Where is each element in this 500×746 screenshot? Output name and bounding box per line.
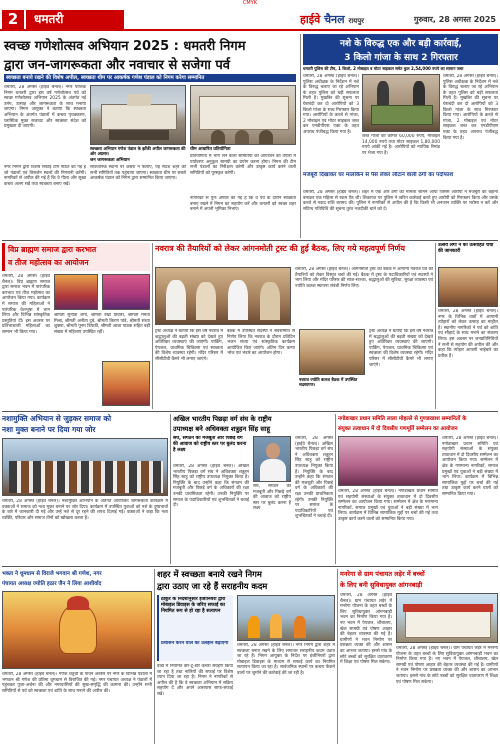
ganja-headline-2: 3 किलो गांजा के साथ 2 गिरफ्तार xyxy=(344,53,458,63)
navratri-body-1: धमतरी, 28 अगस्त (हाईवे चैनल)। आंगनमोती ट्रस्ट की बैठक में आगामी नवरात्र पर्व की तैयारियों को लेकर विस्तृत चर्चा की गई। बैठक में ट्रस्ट के पदाधिकारियों एवं सदस्यों ने भाग लिया और मंदिर परिसर की साज-सज्जा, श्रद्धालुओं की सुविधा, सुरक्षा व्यवस्था एवं ज्योति कलश स्थापना संबंधी निर्णय लिए। xyxy=(295,267,433,289)
column-divider xyxy=(154,569,155,744)
ganja-headline-1: नशे के विरुद्ध एक और बड़ी कार्रवाई, xyxy=(340,39,462,49)
ganja-subhead: धमतरी पुलिस की टीम, 1 किलो, 2 मोबाइल व मोटर साइकल समेत कुल 2,54,000 रुपये का सामान जब्त xyxy=(303,66,464,71)
navratri-photo-1 xyxy=(155,267,291,325)
row-divider xyxy=(2,240,498,241)
side-body: धमतरी, 28 अगस्त (हाईवे चैनल)। नगर के विभिन्न वार्डों में आगामी त्योहारों को लेकर उत्साह का माहौल है। स्थानीय नागरिकों ने पर्व को शांति एवं सौहार्द के साथ मनाने का संकल्प लिया। इस अवसर पर जनप्रतिनिधियों ने सभी से सहयोग की अपील की और कहा कि त्योहार आपसी भाईचारे का प्रतीक हैं। xyxy=(438,309,498,359)
mgnrega-headline-2: के लिए बनी सुविधायुक्त आंगनबाड़ी xyxy=(340,581,423,589)
column-divider xyxy=(335,414,336,564)
brahmin-photo-3 xyxy=(102,361,150,406)
brahmin-names: श्रीमती सुनीता शर्मा, श्रीमती रेखा तिवारी, श्रीमती ममता मिश्रा, श्रीमती अनीता दुबे, श्रीमती किरण पांडे, श्रीमती संध्या शुक्ला, श्रीमती पूनम त्रिपाठी, श्रीमती आशा पाठक सहित बड़ी संख्या में महिलाएं उपस्थित रहीं। xyxy=(54,313,150,335)
column-divider xyxy=(300,34,301,238)
mgnrega-body-1: धमतरी, 28 अगस्त (हाईवे चैनल)। ग्राम पंचायत लड़ेर में मनरेगा योजना के तहत बच्चों के लिए सुविधायुक्त आंगनबाड़ी भवन का निर्माण किया गया है। नए भवन में पेयजल, शौचालय, खेल सामग्री एवं पोषण आहार की बेहतर व्यवस्था की गई है। ग्रामीणों ने भवन निर्माण पर प्रसन्नता व्यक्त की और शासन का आभार जताया। इससे गांव के छोटे बच्चों को सुरक्षित वातावरण में शिक्षा एवं पोषण मिल सकेगा। xyxy=(340,593,392,666)
navratri-photo-caption: नवरात्र ज्योति कलश बैठक में उपस्थित सदस्यगण। xyxy=(299,377,358,387)
ganja-body: धमतरी, 28 अगस्त (हाईवे चैनल)। पुलिस अधीक्षक के निर्देशन में नशे के विरुद्ध चलाए जा रहे अभियान के तहत पुलिस को बड़ी सफलता मिली है। मुखबिर की सूचना पर घेराबंदी कर दो आरोपियों को 3 किलो गांजा के साथ गिरफ्तार किया गया। आरोपियों के कब्जे से गांजा, 2 मोबाइल एवं मोटर साइकल जब्त कर एनडीपीएस एक्ट के तहत अपराध पंजीबद्ध किया गया है। xyxy=(303,74,359,135)
column-divider xyxy=(170,414,171,564)
page-number: 2 xyxy=(2,10,24,29)
brand-logo xyxy=(300,12,364,27)
side-photo xyxy=(438,267,498,307)
lead-subhead: स्वच्छता बनाये रखने की विशेष अपील, स्वच्छता थीम पर आकर्षक गणेश पंडाल को निगम करेगा सम्मानित xyxy=(4,74,296,82)
row-divider xyxy=(2,411,498,412)
obc-headline-2: उपाध्यक्ष बने अधिवक्ता शत्रुहन सिंह साहू xyxy=(173,425,271,433)
lead-body-2: नगर निगम द्वारा विशेष सफाई टीमें गठित की गई हैं जो पंडालों एवं विसर्जन स्थलों की निगरानी करेंगी। नागरिकों से अपील की गई है कि वे गीला और सूखा कचरा अलग रखें तथा स्वच्छता बनाए रखें। xyxy=(4,165,86,187)
lead-body-1: धमतरी, 28 अगस्त (हाईवे चैनल)। नगर पालिक निगम धमतरी द्वारा इस वर्ष गणेशोत्सव पर्व को स्वच्छ गणेशोत्सव अभियान 2025 के अंतर्गत नई उमंग, उत्साह और जागरूकता के साथ मनाया जाएगा। निगम आयुक्त ने बताया कि स्वच्छता अभियान के अंतर्गत पंडालों में कचरा पृथक्करण, प्लास्टिक मुक्त सजावट और स्वच्छता संदेश को प्रमुखता दी जाएगी। xyxy=(4,85,86,130)
nasha-photo xyxy=(2,438,168,496)
lead-subhead-2 xyxy=(190,147,296,154)
column-divider xyxy=(435,243,436,409)
ganesh-headline-1: भक्ता ने धूमधाम से विराजे भगवान श्री गणेश, नगर xyxy=(2,571,102,577)
ganja-body-2: जब्त गांजा की कीमत 60,000 रुपये, मोबाइल 14,000 रुपये तथा मोटर साइकल 1,80,000 रुपये आंकी गई है। आरोपियों को न्यायिक रिमांड पर भेजा गया है। xyxy=(362,134,440,156)
swachh-headline-2: द्वारा उठाए जा रहे हैं सराहनीय कदम xyxy=(157,581,268,591)
mahila-headline-1: नगोडाखार प्रधान समिति लाला मोहल्ले से गुणडरडाश सम्मानितों के xyxy=(338,416,467,422)
nasha-headline-1: नशामुक्ति अभियान से जुड़कर समाज को xyxy=(2,414,112,423)
navratri-body-3: बैठक में उपस्थित सदस्यों ने सर्वसम्मति से निर्णय लिया कि नवरात्र के दौरान प्रतिदिन भजन संध्या एवं सांस्कृतिक कार्यक्रम आयोजित किए जाएंगे। अंतिम दिन कन्या भोज एवं भंडारे का आयोजन होगा। xyxy=(227,329,295,357)
nasha-body: धमतरी, 28 अगस्त (हाईवे चैनल)। नशामुक्ति अभियान के अंतर्गत आयोजित जागरूकता कार्यक्रम में वक्ताओं ने समाज को नशा मुक्त बनाने पर जोर दिया। कार्यक्रम में उपस्थित युवाओं को नशे के दुष्प्रभावों के बारे में जानकारी दी गई और उन्हें नशे से दूर रहने की शपथ दिलाई गई। वक्ताओं ने कहा कि नशा व्यक्ति, परिवार और समाज तीनों को खोखला करता है। xyxy=(2,499,168,521)
lead-subhead-1-text: जन जागरूकता अभियान xyxy=(90,158,130,163)
brand-part-2: चैनल xyxy=(324,13,345,26)
lead-photo-caption: स्वच्छता अभियान गणेश पंडाल के झाँकी अपील जागरूकता की ओर अग्रसर। xyxy=(90,146,186,156)
ganja-highlight: मजबूरी दिखाकर घर मालकिन से पैसे लेकर लौटाने वाली ठगी का पर्दाफाश xyxy=(303,172,454,178)
swachh-point-1: ठाकुर के निर्देशानुसार इंजीनियरों द्वारा मोबाइल डिवाइस के जरिए सफाई का नियमित रूप से हो रहा है सत्यापन xyxy=(161,597,226,614)
swachh-headline-1: शहर में स्वच्छता बनाये रखने निगम xyxy=(157,569,262,579)
ganja-article xyxy=(303,34,498,238)
column-divider xyxy=(152,243,153,409)
lead-body-3: सार्वजनिक स्थानों पर कचरा न फैलाएं, यह संदेश शहर की सभी समितियों तक पहुंचाया जाएगा। स्वच्छता थीम पर सबसे आकर्षक पंडाल को निगम द्वारा सम्मानित किया जाएगा। xyxy=(90,165,186,182)
swachh-article xyxy=(157,569,335,744)
navratri-photo-2 xyxy=(299,329,365,375)
ganesh-headline-2: पंचायत अध्यक्ष ज्योति हठार जैन ने लिया आशीर्वाद xyxy=(2,581,102,587)
issue-date: गुरुवार, 28 अगस्त 2025 xyxy=(413,15,496,24)
obc-body-3: संघ, संगठन की मजबूती और पिछड़े वर्ग की आवाज को राष्ट्रीय स्तर पर बुलंद करना है लक्ष्य xyxy=(253,484,291,512)
color-strip: CMYK xyxy=(242,0,258,6)
ganesh-article xyxy=(2,569,152,744)
lead-subhead-1 xyxy=(90,158,186,165)
obc-body-2: धमतरी, 28 अगस्त (हाईवे चैनल)। अखिल भारतीय पिछड़ा वर्ग संघ ने अधिवक्ता शत्रुहन सिंह साहू को राष्ट्रीय उपाध्यक्ष नियुक्त किया है। नियुक्ति के बाद उन्होंने कहा कि संगठन की मजबूती और पिछड़े वर्ग के अधिकारों की रक्षा उनकी प्राथमिकता रहेगी। उनकी नियुक्ति पर समाज के पदाधिकारियों एवं शुभचिंतकों ने बधाई दी। xyxy=(295,436,333,520)
lead-body-4: प्रतियोगिता में भाग लेने वाली समितियों को आयोजन की तैयारी में पर्यावरण अनुकूल सामग्री का प्रयोग करना होगा। निगम की टीम सभी पंडालों का निरीक्षण करेगी और उत्कृष्ट कार्य करने वाली समितियों को पुरस्कृत करेगी। xyxy=(190,154,296,176)
navratri-body-2: ट्रस्ट अध्यक्ष ने बताया कि इस वर्ष नवरात्र में श्रद्धालुओं की बढ़ती संख्या को देखते हुए अतिरिक्त व्यवस्थाएं की जाएंगी। पार्किंग, पेयजल, प्राथमिक चिकित्सा एवं स्वच्छता की विशेष व्यवस्था रहेगी। मंदिर परिसर में सीसीटीवी कैमरे भी लगाए जाएंगे। xyxy=(155,329,223,362)
mahila-photo xyxy=(338,436,438,486)
lead-subhead-2-text: थीम आधारित प्रतियोगिता xyxy=(190,147,231,152)
navratri-headline: नवरात्र की तैयारियों को लेकर आंगनमोती ट्रस्ट की हुई बैठक, लिए गये महत्वपूर्ण निर्णय xyxy=(155,244,405,253)
lead-photo-2 xyxy=(190,85,296,145)
mahila-headline-2: संयुक्त तत्वाधान में दो दिवसीय गणमूर्ति सम्मेलन का आयोजन xyxy=(338,426,458,432)
brahmin-article xyxy=(2,243,150,409)
column-divider xyxy=(337,569,338,744)
lead-body-5: नागरिकों से पुनः अपील की गई है कि वे पर्व के दौरान स्वच्छता बनाए रखने में निगम का सहयोग करें और धमतरी को स्वच्छ शहर बनाने में अपनी भूमिका निभाएं। xyxy=(190,196,296,213)
ganja-photo xyxy=(362,74,440,132)
lead-photo xyxy=(90,85,186,145)
brand-city: रायपुर xyxy=(348,17,365,25)
row-divider xyxy=(2,566,498,567)
navratri-article xyxy=(155,243,433,409)
obc-subhead: संघ, संगठन की मजबूती और पिछड़े वर्ग की आवाज को राष्ट्रीय स्तर पर बुलंद करना है लक्ष्य xyxy=(173,436,247,453)
lead-headline-2: द्वारा जन-जागरूकता और नवाचार से सजेगा पर्व xyxy=(4,58,231,73)
swachh-points xyxy=(157,595,233,661)
brahmin-body: धमतरी, 28 अगस्त (हाईवे चैनल)। विप्र ब्राह्मण समाज द्वारा समाज भवन में पारंपरिक करभात एवं तीज महोत्सव का आयोजन किया गया। कार्यक्रम में समाज की महिलाओं ने पारंपरिक वेशभूषा में भाग लिया और विभिन्न सांस्कृतिक प्रस्तुतियां दीं। इस अवसर पर प्रतिभाशाली महिलाओं का सम्मान भी किया गया। xyxy=(2,274,50,335)
ganja-body-3: धमतरी, 28 अगस्त (हाईवे चैनल)। शहर में एक और ठगी का मामला सामने आया जिसमें आरोपी ने मजबूरी का बहाना बनाकर एक महिला से रकम ऐंठ ली। शिकायत पर पुलिस ने त्वरित कार्रवाई करते हुए आरोपी को गिरफ्तार किया और उसके कब्जे से नकद राशि बरामद की। पुलिस ने नागरिकों से अपील की है कि किसी भी अनजान व्यक्ति पर भरोसा न करें और संदिग्ध गतिविधि की सूचना तुरंत नजदीकी थाने को दें। xyxy=(303,190,498,212)
mahila-body-2: धमतरी, 28 अगस्त (हाईवे चैनल)। नगोडाखार प्रधान समिति एवं सहयोगी संस्थाओं के संयुक्त तत्वाधान में दो दिवसीय सम्मेलन का आयोजन किया गया। सम्मेलन में क्षेत्र के गणमान्य नागरिकों, समाज प्रमुखों एवं युवाओं ने बड़ी संख्या में भाग लिया। कार्यक्रम में विभिन्न सामाजिक मुद्दों पर चर्चा की गई तथा उत्कृष्ट कार्य करने वालों को सम्मानित किया गया। xyxy=(338,489,438,522)
brahmin-headline-2: व तीज महोत्सव का आयोजन xyxy=(8,258,89,267)
mgnrega-body-2: धमतरी, 28 अगस्त (हाईवे चैनल)। ग्राम पंचायत लड़ेर में मनरेगा योजना के तहत बच्चों के लिए सुविधायुक्त आंगनबाड़ी भवन का निर्माण किया गया है। नए भवन में पेयजल, शौचालय, खेल सामग्री एवं पोषण आहार की बेहतर व्यवस्था की गई है। ग्रामीणों ने भवन निर्माण पर प्रसन्नता व्यक्त की और शासन का आभार जताया। इससे गांव के छोटे बच्चों को सुरक्षित वातावरण में शिक्षा एवं पोषण मिल सकेगा। xyxy=(396,646,498,685)
side-article xyxy=(438,243,498,409)
mgnrega-article xyxy=(340,569,498,744)
masthead xyxy=(0,9,500,31)
swachh-body-2: वार्डों में नियमित डोर-टू-डोर कचरा संग्रहण किया जा रहा है तथा नालियों की सफाई पर विशेष ध्यान दिया जा रहा है। निगम ने नागरिकों से अपील की है कि वे स्वच्छता अभियान में सक्रिय सहयोग दें और अपने आसपास साफ-सफाई रखें। xyxy=(157,664,233,697)
brahmin-photo-1 xyxy=(54,274,98,310)
section-title: धमतरी xyxy=(26,10,124,29)
swachh-point-2: प्रशासन करने वाले की उलझनें बढ़ाएगा xyxy=(161,641,229,646)
swachh-photo xyxy=(237,595,335,641)
brahmin-headline-1: विप्र ब्राह्मण समाज द्वारा करभात xyxy=(8,245,97,254)
ganja-right-column: धमतरी, 28 अगस्त (हाईवे चैनल)। पुलिस अधीक्षक के निर्देशन में नशे के विरुद्ध चलाए जा रहे अभियान के तहत पुलिस को बड़ी सफलता मिली है। मुखबिर की सूचना पर घेराबंदी कर दो आरोपियों को 3 किलो गांजा के साथ गिरफ्तार किया गया। आरोपियों के कब्जे से गांजा, 2 मोबाइल एवं मोटर साइकल जब्त कर एनडीपीएस एक्ट के तहत अपराध पंजीबद्ध किया गया है। xyxy=(443,74,498,141)
ganja-headline-box xyxy=(303,34,498,65)
ganesh-body: धमतरी, 28 अगस्त (हाईवे चैनल)। गणेश चतुर्थी के पावन अवसर पर नगर के विभिन्न पंडालों में भगवान श्री गणेश की प्रतिमा धूमधाम से विराजित की गई। नगर पंचायत अध्यक्ष ने पंडालों में पहुंचकर पूजा-अर्चना की और नगरवासियों की सुख-समृद्धि की कामना की। उन्होंने सभी समितियों से पर्व को स्वच्छता एवं शांति के साथ मनाने की अपील की। xyxy=(2,672,152,694)
mgnrega-headline-1: मनरेगा से ग्राम पंचायत लड़ेर में बच्चों xyxy=(340,570,425,578)
mgnrega-photo xyxy=(396,593,498,643)
obc-body-1: धमतरी, 28 अगस्त (हाईवे चैनल)। अखिल भारतीय पिछड़ा वर्ग संघ ने अधिवक्ता शत्रुहन सिंह साहू को राष्ट्रीय उपाध्यक्ष नियुक्त किया है। नियुक्ति के बाद उन्होंने कहा कि संगठन की मजबूती और पिछड़े वर्ग के अधिकारों की रक्षा उनकी प्राथमिकता रहेगी। उनकी नियुक्ति पर समाज के पदाधिकारियों एवं शुभचिंतकों ने बधाई दी। xyxy=(173,464,249,509)
obc-article xyxy=(173,414,333,564)
obc-portrait xyxy=(253,436,291,482)
lead-article xyxy=(2,34,298,238)
nasha-article xyxy=(2,414,168,564)
nasha-headline-2: नशा मुक्त बनाने पर दिया गया जोर xyxy=(2,425,96,434)
brahmin-photo-2 xyxy=(102,274,150,310)
navratri-body-4: ट्रस्ट अध्यक्ष ने बताया कि इस वर्ष नवरात्र में श्रद्धालुओं की बढ़ती संख्या को देखते हुए अतिरिक्त व्यवस्थाएं की जाएंगी। पार्किंग, पेयजल, प्राथमिक चिकित्सा एवं स्वच्छता की विशेष व्यवस्था रहेगी। मंदिर परिसर में सीसीटीवी कैमरे भी लगाए जाएंगे। xyxy=(369,329,433,368)
mahila-body-1: धमतरी, 28 अगस्त (हाईवे चैनल)। नगोडाखार प्रधान समिति एवं सहयोगी संस्थाओं के संयुक्त तत्वाधान में दो दिवसीय सम्मेलन का आयोजन किया गया। सम्मेलन में क्षेत्र के गणमान्य नागरिकों, समाज प्रमुखों एवं युवाओं ने बड़ी संख्या में भाग लिया। कार्यक्रम में विभिन्न सामाजिक मुद्दों पर चर्चा की गई तथा उत्कृष्ट कार्य करने वालों को सम्मानित किया गया। xyxy=(442,436,498,497)
mahila-article xyxy=(338,414,498,564)
lead-headline-1: स्वच्छ गणेशोत्सव अभियान 2025 : धमतरी निगम xyxy=(4,39,246,54)
swachh-body: धमतरी, 28 अगस्त (हाईवे चैनल)। नगर निगम द्वारा शहर में स्वच्छता बनाए रखने के लिए लगातार सराहनीय कदम उठाए जा रहे हैं। निगम आयुक्त के निर्देश पर इंजीनियरों द्वारा मोबाइल डिवाइस के माध्यम से सफाई कार्य का नियमित सत्यापन किया जा रहा है। सार्वजनिक स्थानों पर कचरा फेंकने वालों पर जुर्माने की कार्रवाई की जा रही है। xyxy=(237,643,335,676)
brahmin-headline-box xyxy=(2,243,150,271)
ganesh-photo xyxy=(2,591,152,669)
side-headline: उत्सव लेगों ने की उत्साहित चर्चा की जानकारी xyxy=(438,243,494,254)
obc-headline-1: अखिल भारतीय पिछड़ा वर्ग संघ के राष्ट्रीय xyxy=(173,415,272,423)
brand-part-1: हाईवे xyxy=(300,13,321,26)
